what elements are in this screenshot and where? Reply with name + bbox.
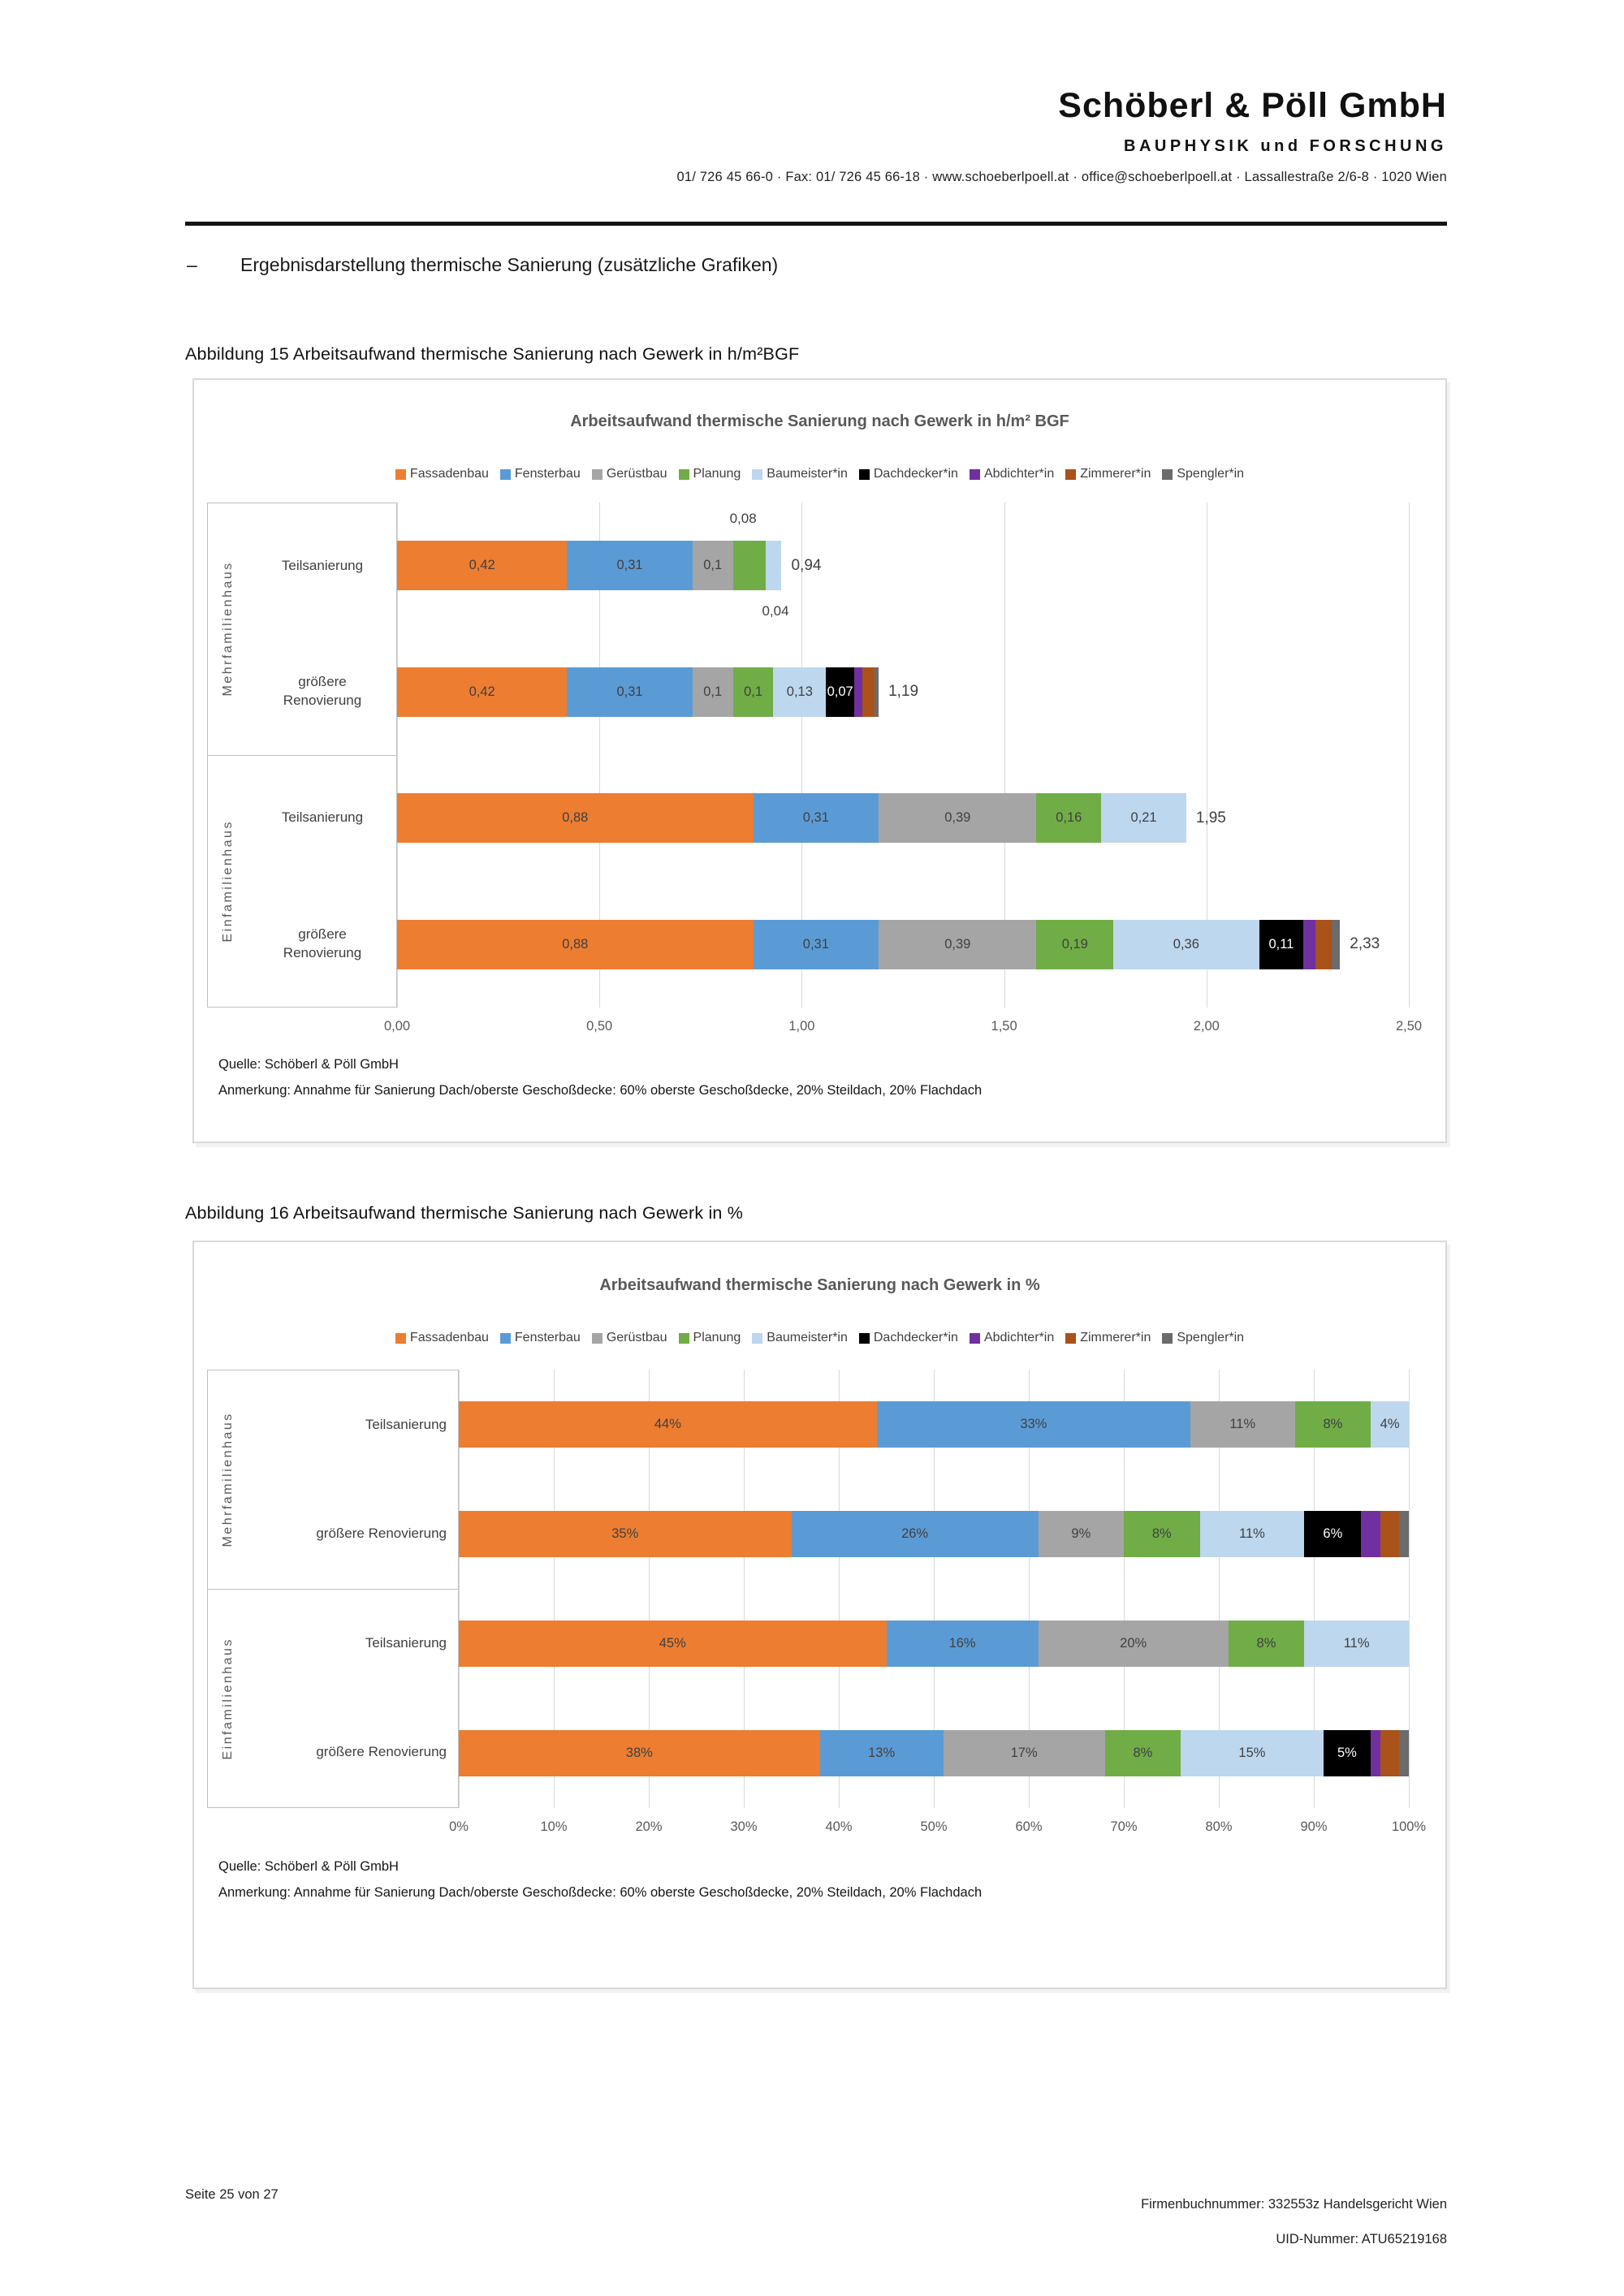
segment-value: 0,1: [703, 684, 723, 699]
bar-segment: [792, 1511, 1039, 1557]
legend-swatch: [395, 1333, 406, 1344]
bar-segment: [1229, 1621, 1305, 1667]
segment-value: 0,11: [1268, 936, 1294, 952]
contact-line: 01/ 726 45 66-0 · Fax: 01/ 726 45 66-18 · www.schoeberlpoell.at · office@schoeberlpoell.at · Lassallestraße 2/6-8 · 1020 Wien: [676, 170, 1447, 184]
bar-segment: [875, 667, 879, 717]
bar-segment: [1124, 1511, 1200, 1557]
segment-value: 11%: [1239, 1526, 1265, 1541]
callout-value: 0,04: [762, 602, 789, 619]
legend-label: Fassadenbau: [409, 1331, 489, 1344]
group-label: Mehrfamilienhaus: [221, 561, 235, 697]
bar-segment: [862, 667, 875, 717]
segment-value: 8%: [1151, 1526, 1172, 1541]
legend-item: [1162, 1331, 1244, 1345]
bar-segment: [1113, 920, 1259, 969]
legend-label: Gerüstbau: [606, 1331, 667, 1344]
legend-label: Gerüstbau: [606, 467, 667, 481]
legend-swatch: [395, 469, 406, 480]
figure16-heading: Abbildung 16 Arbeitsaufwand thermische Sanierung nach Gewerk in %: [185, 1203, 744, 1223]
x-axis-tick: 10%: [540, 1819, 568, 1834]
legend-item: [1065, 467, 1151, 481]
gridline: [1409, 1370, 1410, 1808]
x-axis-tick: 1,50: [991, 1019, 1017, 1034]
bar-segment: [459, 1401, 877, 1448]
stacked-bar: [397, 667, 879, 717]
company-name: Schöberl & Pöll GmbH: [1058, 86, 1447, 125]
legend-label: Planung: [693, 467, 741, 481]
bar-segment: [877, 1401, 1190, 1448]
legend-label: Spengler*in: [1177, 467, 1245, 481]
legend-label: Abdichter*in: [983, 467, 1055, 481]
category-label: Teilsanierung: [281, 809, 364, 826]
segment-value: 0,31: [616, 558, 643, 573]
legend-item: [679, 1331, 741, 1345]
bar-segment: [754, 920, 879, 969]
bar-segment: [397, 667, 567, 717]
segment-value: 44%: [654, 1417, 681, 1431]
legend-swatch: [1065, 1333, 1076, 1344]
bar-segment: [1190, 1401, 1295, 1448]
segment-value: 0,42: [469, 684, 495, 699]
bar-segment: [1380, 1511, 1399, 1557]
segment-value: 0,31: [802, 810, 829, 826]
bar-segment: [397, 541, 567, 590]
category-label: größere Renovierung: [316, 1525, 447, 1541]
segment-value: 15%: [1238, 1746, 1266, 1760]
legend-label: Fensterbau: [514, 1331, 581, 1344]
chart-title: Arbeitsaufwand thermische Sanierung nach Gewerk in h/m² BGF: [570, 412, 1069, 430]
segment-value: 0,31: [616, 684, 643, 699]
bar-segment: [1101, 793, 1186, 843]
legend-item: [859, 1331, 958, 1345]
segment-value: 0,88: [562, 936, 589, 952]
bar-segment: [1181, 1730, 1324, 1776]
footer-company-ids: [1141, 2187, 1447, 2257]
legend-label: Fensterbau: [514, 467, 581, 481]
legend-swatch: [679, 469, 689, 480]
segment-value: 35%: [611, 1526, 639, 1541]
segment-value: 0,42: [469, 558, 495, 573]
segment-value: 6%: [1323, 1526, 1343, 1541]
bar-row: [397, 755, 1409, 882]
bar-row: [459, 1370, 1409, 1479]
x-axis-tick: 100%: [1391, 1819, 1427, 1834]
letterhead: [391, 86, 1447, 185]
legend-swatch: [500, 1333, 511, 1344]
legend-swatch: [1065, 469, 1076, 480]
legend-item: [395, 467, 489, 481]
x-axis-tick: 20%: [635, 1819, 663, 1834]
source-note: Quelle: Schöberl & Pöll GmbH: [218, 1057, 399, 1072]
chart-notes: [218, 1051, 1445, 1103]
plot-area: [459, 1370, 1409, 1808]
segment-value: 0,31: [802, 936, 829, 952]
bar-segment: [826, 667, 854, 717]
bar-segment: [1361, 1511, 1380, 1557]
x-axis-tick: 60%: [1015, 1819, 1043, 1834]
chart-notes: [218, 1854, 1445, 1905]
bar-segment: [1200, 1511, 1305, 1557]
legend-item: [395, 1331, 489, 1345]
bar-segment: [693, 667, 733, 717]
legend-item: [679, 467, 741, 481]
total-value: 1,95: [1195, 809, 1226, 826]
legend-swatch: [679, 1333, 689, 1344]
stacked-bar: [459, 1401, 1409, 1448]
legend-label: Zimmerer*in: [1080, 467, 1151, 481]
bar-segment: [1332, 920, 1340, 969]
segment-value: 5%: [1337, 1746, 1357, 1760]
legend-item: [970, 467, 1054, 481]
category-label: größere Renovierung: [283, 926, 362, 960]
bar-segment: [820, 1730, 944, 1776]
bar-row: [397, 882, 1409, 1008]
total-value: 2,33: [1350, 935, 1380, 953]
figure15-box: [192, 378, 1447, 1143]
legend-item: [500, 1331, 581, 1345]
bar-segment: [459, 1511, 792, 1557]
segment-value: 4%: [1380, 1417, 1400, 1431]
segment-value: 0,1: [744, 684, 763, 699]
legend-swatch: [970, 1333, 980, 1344]
bar-segment: [1036, 793, 1101, 843]
bar-segment: [567, 541, 693, 590]
group-label: Einfamilienhaus: [221, 820, 235, 943]
legend-label: Spengler*in: [1177, 1331, 1245, 1344]
axis-group-einfamilienhaus: [208, 756, 396, 1008]
bar-row: [459, 1698, 1409, 1808]
company-subtitle: BAUPHYSIK und FORSCHUNG: [1124, 137, 1447, 155]
stacked-bar: [459, 1730, 1409, 1776]
bar-segment: [773, 667, 826, 717]
segment-value: 0,19: [1061, 936, 1088, 952]
legend-item: [1162, 467, 1244, 481]
segment-value: 11%: [1229, 1417, 1256, 1431]
segment-value: 17%: [1010, 1746, 1038, 1760]
group-label: Einfamilienhaus: [221, 1637, 235, 1759]
stacked-bar: [397, 793, 1186, 843]
bar-segment: [1105, 1730, 1181, 1776]
axis-group-mehrfamilienhaus: [208, 503, 396, 756]
bar-segment: [567, 667, 693, 717]
chart-title: Arbeitsaufwand thermische Sanierung nach Gewerk in %: [599, 1276, 1040, 1294]
category-label: größere Renovierung: [283, 674, 362, 709]
bar-segment: [693, 541, 733, 590]
bar-segment: [879, 793, 1036, 843]
group-label: Mehrfamilienhaus: [221, 1412, 235, 1547]
legend-swatch: [1162, 1333, 1173, 1344]
x-axis-tick: 0,50: [586, 1019, 613, 1034]
legend-item: [859, 467, 958, 481]
bar-segment: [879, 920, 1036, 969]
segment-value: 38%: [625, 1746, 653, 1760]
total-value: 1,19: [888, 683, 919, 701]
bar-segment: [1304, 1511, 1361, 1557]
bullet-dash: –: [187, 254, 197, 275]
bar-segment: [1259, 920, 1304, 969]
segment-value: 0,13: [786, 684, 813, 699]
legend-label: Dachdecker*in: [873, 1331, 958, 1344]
bar-segment: [397, 920, 754, 969]
category-label: Teilsanierung: [365, 1416, 447, 1432]
bar-segment: [733, 667, 774, 717]
x-axis-tick: 2,00: [1193, 1019, 1220, 1034]
bar-segment: [1303, 920, 1315, 969]
x-axis-tick: 1,00: [788, 1019, 815, 1034]
segment-value: 9%: [1071, 1526, 1091, 1541]
bar-segment: [733, 541, 766, 590]
legend-swatch: [752, 469, 762, 480]
legend-label: Baumeister*in: [767, 1331, 848, 1344]
legend-item: [752, 1331, 848, 1345]
legend-label: Abdichter*in: [983, 1331, 1055, 1344]
bar-segment: [1039, 1511, 1124, 1557]
segment-value: 8%: [1323, 1417, 1343, 1431]
legend-label: Baumeister*in: [767, 467, 848, 481]
x-axis-tick: 70%: [1110, 1819, 1138, 1834]
bar-segment: [1039, 1621, 1229, 1667]
figure16-box: [192, 1241, 1447, 1989]
x-axis-tick: 40%: [825, 1819, 853, 1834]
x-axis-tick: 0%: [449, 1819, 469, 1834]
bullet-text: Ergebnisdarstellung thermische Sanierung (zusätzliche Grafiken): [240, 254, 779, 275]
gridline: [1409, 503, 1410, 1008]
segment-value: 26%: [901, 1526, 929, 1541]
x-axis-tick: 30%: [730, 1819, 758, 1834]
bar-segment: [397, 793, 754, 843]
axis-group-einfamilienhaus: [208, 1590, 458, 1808]
axis-group-mehrfamilienhaus: [208, 1370, 458, 1590]
bar-segment: [944, 1730, 1105, 1776]
legend-item: [970, 1331, 1054, 1345]
bar-segment: [1380, 1730, 1399, 1776]
stacked-bar: [397, 920, 1340, 969]
legend-swatch: [1162, 469, 1173, 480]
stacked-bar: [459, 1511, 1409, 1557]
legend-swatch: [592, 469, 603, 480]
bar-segment: [459, 1730, 820, 1776]
footer-page-number: Seite 25 von 27: [185, 2187, 279, 2202]
bar-segment: [1315, 920, 1332, 969]
footer-uid: UID-Nummer: ATU65219168: [1276, 2231, 1447, 2246]
segment-value: 8%: [1133, 1746, 1153, 1760]
legend-item: [752, 467, 848, 481]
bar-row: [459, 1479, 1409, 1589]
segment-value: 16%: [948, 1636, 976, 1651]
legend-item: [592, 1331, 667, 1345]
stacked-bar: [459, 1621, 1409, 1667]
bar-segment: [1324, 1730, 1371, 1776]
segment-value: 0,39: [944, 936, 971, 952]
bar-segment: [754, 793, 879, 843]
bar-segment: [854, 667, 862, 717]
segment-value: 0,21: [1130, 810, 1157, 826]
callout-value: 0,08: [729, 511, 757, 526]
x-axis-tick: 0,00: [383, 1019, 411, 1034]
bar-segment: [1399, 1730, 1409, 1776]
legend-item: [592, 467, 667, 481]
remark-note: Anmerkung: Annahme für Sanierung Dach/oberste Geschoßdecke: 60% oberste Geschoßdecke, 20% Steildach, 20% Flachdach: [218, 1083, 983, 1098]
bar-row: [397, 503, 1409, 629]
bar-segment: [1371, 1401, 1409, 1448]
bar-segment: [887, 1621, 1039, 1667]
bar-segment: [1371, 1730, 1380, 1776]
intro-bullet: [187, 254, 778, 276]
x-axis: [449, 1808, 1427, 1839]
segment-value: 0,16: [1056, 810, 1082, 826]
segment-value: 8%: [1256, 1636, 1276, 1651]
bar-segment: [459, 1621, 887, 1667]
segment-value: 33%: [1020, 1417, 1047, 1431]
x-axis-tick: 50%: [920, 1819, 948, 1834]
category-label: Teilsanierung: [365, 1635, 447, 1651]
x-axis-tick: 80%: [1205, 1819, 1233, 1834]
header-divider: [185, 222, 1447, 226]
legend-label: Fassadenbau: [409, 467, 489, 481]
segment-value: 13%: [868, 1746, 896, 1760]
plot-area: [397, 503, 1409, 1008]
stacked-bar: [397, 541, 781, 590]
legend-swatch: [752, 1333, 762, 1344]
bar-segment: [1295, 1401, 1371, 1448]
category-label: größere Renovierung: [316, 1744, 447, 1760]
category-axis: [207, 503, 397, 1008]
bar-segment: [1399, 1511, 1409, 1557]
legend: [194, 1331, 1445, 1345]
segment-value: 0,39: [944, 810, 971, 826]
legend-swatch: [500, 469, 511, 480]
bar-segment: [1036, 920, 1113, 969]
x-axis-tick: 2,50: [1395, 1019, 1423, 1034]
bar-row: [459, 1589, 1409, 1698]
remark-note: Anmerkung: Annahme für Sanierung Dach/oberste Geschoßdecke: 60% oberste Geschoßdecke, 20% Steildach, 20% Flachdach: [218, 1885, 983, 1901]
x-axis-tick: 90%: [1300, 1819, 1328, 1834]
legend-swatch: [592, 1333, 603, 1344]
source-note: Quelle: Schöberl & Pöll GmbH: [218, 1859, 399, 1874]
segment-value: 0,07: [827, 684, 853, 699]
legend-label: Dachdecker*in: [873, 467, 958, 481]
legend-label: Planung: [693, 1331, 741, 1344]
footer-registry: Firmenbuchnummer: 332553z Handelsgericht Wien: [1141, 2197, 1447, 2212]
x-axis: [383, 1008, 1423, 1038]
segment-value: 0,88: [562, 810, 589, 826]
category-label: Teilsanierung: [281, 557, 364, 573]
bar-segment: [766, 541, 782, 590]
segment-value: 0,36: [1173, 936, 1199, 952]
chart-area: [207, 503, 1409, 1008]
segment-value: 0,1: [703, 558, 723, 573]
segment-value: 20%: [1120, 1636, 1147, 1651]
legend-label: Zimmerer*in: [1080, 1331, 1151, 1344]
bar-segment: [1304, 1621, 1409, 1667]
legend-swatch: [970, 469, 980, 480]
bar-row: [397, 629, 1409, 756]
legend-item: [1065, 1331, 1151, 1345]
total-value: 0,94: [791, 556, 822, 574]
legend-swatch: [859, 469, 870, 480]
legend: [194, 467, 1445, 481]
figure15-heading: Abbildung 15 Arbeitsaufwand thermische Sanierung nach Gewerk in h/m²BGF: [185, 344, 800, 364]
legend-item: [500, 467, 581, 481]
category-axis: [207, 1370, 459, 1808]
segment-value: 11%: [1343, 1636, 1370, 1651]
segment-value: 45%: [659, 1636, 686, 1651]
legend-swatch: [859, 1333, 870, 1344]
chart-area: [207, 1370, 1409, 1808]
